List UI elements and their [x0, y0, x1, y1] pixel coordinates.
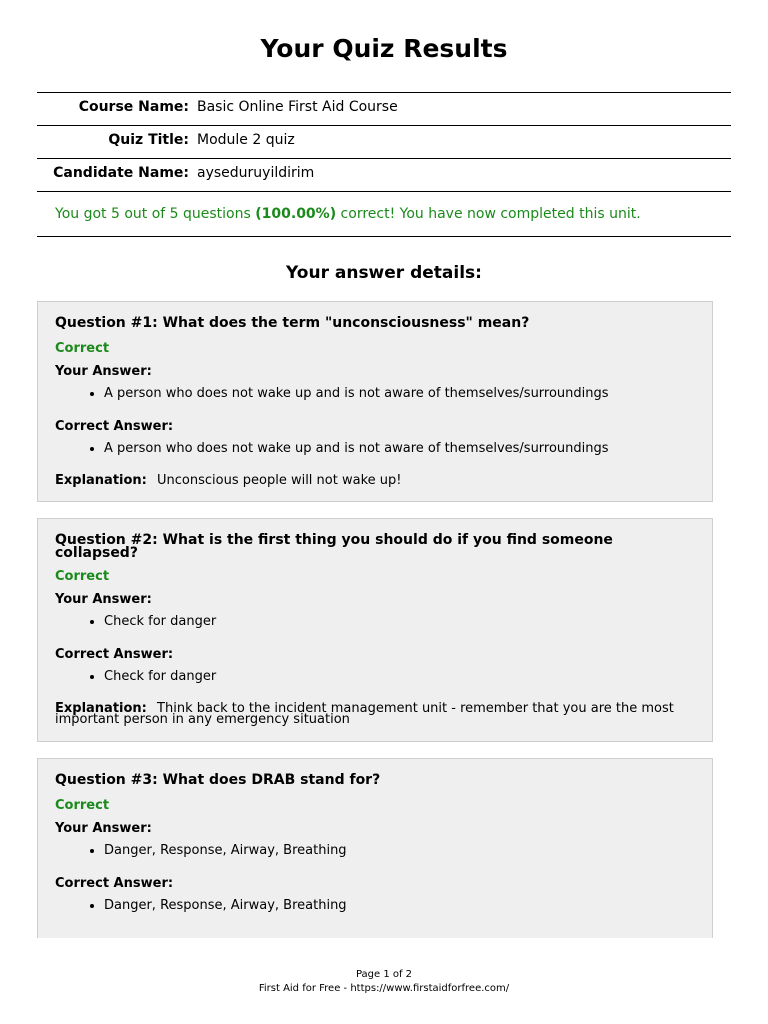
question-title: Question #2: What is the first thing you should do if you find someone collapsed? [55, 532, 613, 561]
explanation-label: Explanation: [55, 701, 147, 716]
correct-answer-list [55, 898, 695, 913]
correct-answer-item: • Danger, Response, Airway, Breathing [104, 898, 695, 913]
correct-answer-item: • Check for danger [104, 669, 695, 684]
your-answer-item: • Check for danger [104, 614, 695, 629]
explanation-text: Unconscious people will not wake up! [157, 473, 402, 488]
page-footer [0, 968, 768, 996]
correct-answer-item: • A person who does not wake up and is not aware of themselves/surroundings [104, 441, 695, 456]
candidate-name-label: Candidate Name: [53, 165, 189, 181]
correct-answer-label: Correct Answer: [55, 647, 174, 662]
correct-answer-list [55, 441, 695, 456]
your-answer-item: • A person who does not wake up and is not aware of themselves/surroundings [104, 386, 695, 401]
status-correct: Correct [55, 341, 110, 356]
site-credit: First Aid for Free - https://www.firstaidforfree.com/ [258, 983, 510, 994]
result-percent: (100.00%) [255, 206, 337, 222]
course-name-label: Course Name: [78, 99, 189, 115]
correct-answer-label: Correct Answer: [55, 419, 174, 434]
your-answer-list [55, 843, 695, 858]
status-correct: Correct [55, 798, 110, 813]
page-number: Page 1 of 2 [355, 969, 413, 980]
candidate-name-value: ayseduruyildirim [197, 165, 315, 181]
correct-answer-label: Correct Answer: [55, 876, 174, 891]
question-card-3 [37, 758, 713, 938]
explanation-text: Think back to the incident management unit - remember that you are the most important person in any emergency situation [55, 701, 674, 727]
your-answer-label: Your Answer: [55, 592, 152, 607]
question-card-2 [37, 518, 713, 742]
candidate-name-row [37, 159, 731, 192]
correct-answer-list [55, 669, 695, 684]
status-correct: Correct [55, 569, 110, 584]
your-answer-label: Your Answer: [55, 364, 152, 379]
question-card-1 [37, 301, 713, 502]
course-info-table [37, 92, 731, 237]
explanation-label: Explanation: [55, 473, 147, 488]
result-suffix: correct! You have now completed this unit. [336, 206, 641, 222]
result-summary [37, 192, 731, 237]
explanation [55, 475, 695, 486]
answer-details-heading: Your answer details: [286, 263, 482, 283]
result-prefix: You got 5 out of 5 questions [55, 206, 256, 222]
your-answer-list [55, 386, 695, 401]
quiz-title-row [37, 126, 731, 159]
quiz-title-label: Quiz Title: [108, 132, 189, 148]
course-name-row [37, 93, 731, 126]
page-title: Your Quiz Results [260, 34, 508, 63]
question-title: Question #1: What does the term "unconsciousness" mean? [55, 315, 530, 331]
your-answer-label: Your Answer: [55, 821, 152, 836]
quiz-title-value: Module 2 quiz [197, 132, 295, 148]
course-name-value: Basic Online First Aid Course [197, 99, 398, 115]
question-title: Question #3: What does DRAB stand for? [55, 772, 381, 788]
your-answer-list [55, 614, 695, 629]
explanation [55, 703, 695, 725]
your-answer-item: • Danger, Response, Airway, Breathing [104, 843, 695, 858]
